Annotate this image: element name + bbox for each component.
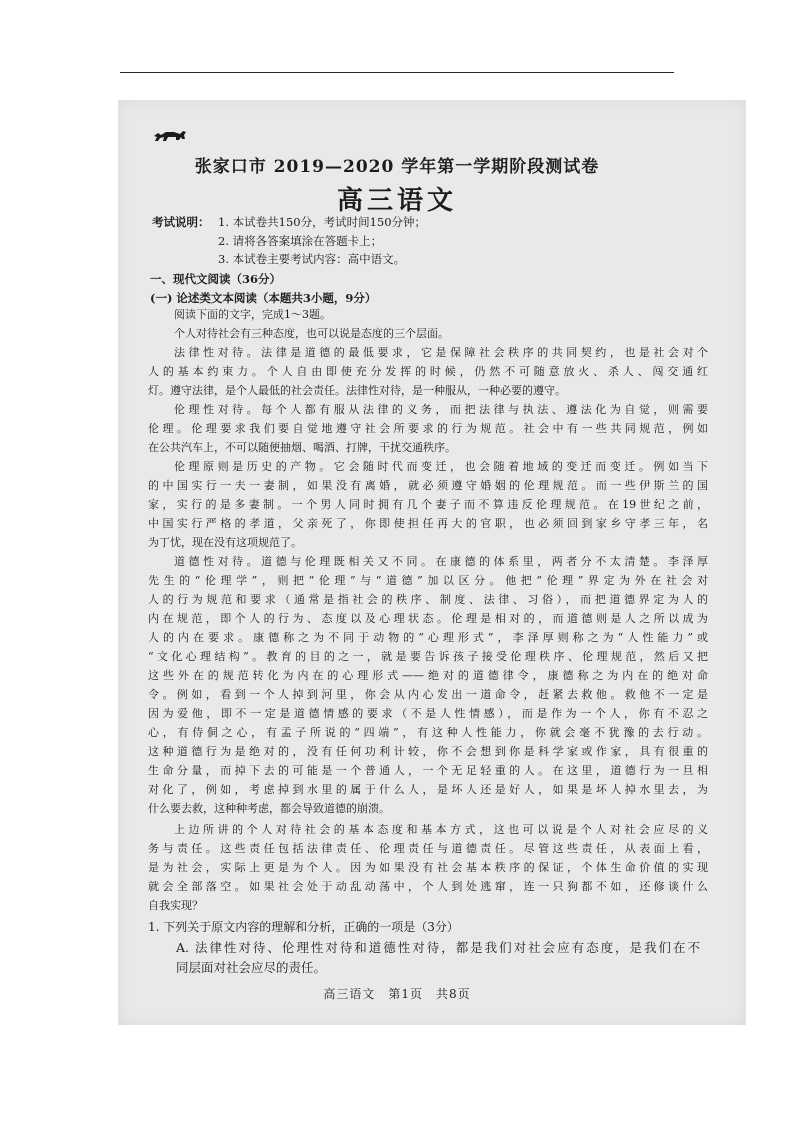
passage-line: 伦理原则是历史的产物。它会随时代而变迁，也会随着地域的变迁而变迁。例如当下 xyxy=(174,460,708,473)
passage-line: 心，有侍侗之心，有孟子所说的“四端”，有这种人性能力，你就会毫不犹豫的去行动。 xyxy=(148,726,708,739)
subsection-heading: (一) 论述类文本阅读（本题共3小题，9分） xyxy=(150,291,377,305)
exam-subject: 高三语文 xyxy=(336,186,457,216)
top-rule xyxy=(120,72,674,73)
passage-line: 伦理性对待。每个人都有服从法律的义务，而把法律与执法、遵法化为自觉，则需要 xyxy=(174,403,708,416)
section-heading: 一、现代文阅读（36分） xyxy=(150,272,282,286)
ox-logo-icon xyxy=(152,127,188,145)
instruction-item: 3. 本试卷主要考试内容：高中语文。 xyxy=(218,252,406,266)
instruction-item: 1. 本试卷共150分，考试时间150分钟； xyxy=(218,215,427,229)
passage-line: 阅读下面的文字，完成1～3题。 xyxy=(174,308,331,321)
question-1-option-a-continued: 同层面对社会应尽的责任。 xyxy=(176,960,327,975)
exam-title: 张家口市 2019—2020 学年第一学期阶段测试卷 xyxy=(194,157,600,177)
passage-line: 中国实行严格的孝道，父亲死了，你即使担任再大的官职，也必须回到家乡守孝三年，名 xyxy=(148,517,708,530)
passage-line: 令。例如，看到一个人掉到河里，你会从内心发出一道命令，赶紧去救他。救他不一定是 xyxy=(148,688,708,701)
passage-line: 道德性对待。道德与伦理既相关又不同。在康德的体系里，两者分不太清楚。李泽厚 xyxy=(174,555,708,568)
passage-line: 伦理。伦理要求我们要自觉地遵守社会所要求的行为规范。社会中有一些共同规范，例如 xyxy=(148,422,708,435)
passage-line: 为丁忧，现在没有这项规范了。 xyxy=(148,536,302,549)
passage-line: 务与责任。这些责任包括法律责任、伦理责任与道德责任。尽管这些责任，从表面上看， xyxy=(148,842,708,855)
passage-line: 这些外在的规范转化为内在的心理形式——绝对的道德律令，康德称之为内在的绝对命 xyxy=(148,669,708,682)
page-footer: 高三语文 第1页 共8页 xyxy=(323,987,471,1001)
passage-line: 内在规范，即个人的行为、态度以及心理状态。伦理是相对的，而道德则是人之所以成为 xyxy=(148,612,708,625)
passage-line: 这种道德行为是绝对的，没有任何功利计较，你不会想到你是科学家或作家，具有很重的 xyxy=(148,745,708,758)
passage-line: 对化了，例如，考虑掉到水里的属于什么人，是坏人还是好人，如果是坏人掉水里去，为 xyxy=(148,783,708,796)
passage-line: 的中国实行一夫一妻制，如果没有离婚，就必须遵守婚姻的伦理规范。而一些伊斯兰的国 xyxy=(148,479,708,492)
question-1-option-a: A. 法律性对待、伦理性对待和道德性对待，都是我们对社会应有态度，是我们在不 xyxy=(176,940,700,955)
passage-line: 生命分量，而掉下去的可能是一个普通人，一个无足轻重的人。在这里，道德行为一旦相 xyxy=(148,764,708,777)
passage-line: 先生的“伦理学”，则把“伦理”与“道德”加以区分。他把“伦理”界定为外在社会对 xyxy=(148,574,708,587)
passage-line: 在公共汽车上，不可以随便抽烟、喝酒、打牌，干扰交通秩序。 xyxy=(148,441,456,454)
passage-line: 个人对待社会有三种态度，也可以说是态度的三个层面。 xyxy=(174,327,449,340)
passage-line: 就会全部落空。如果社会处于动乱动荡中，个人到处逃窜，连一只狗都不如，还修谈什么 xyxy=(148,880,708,893)
passage-line: 什么要去救，这种种考虑，都会导致道德的崩溃。 xyxy=(148,802,390,815)
passage-line: 法律性对待。法律是道德的最低要求，它是保障社会秩序的共同契约，也是社会对个 xyxy=(174,346,708,359)
passage-line: 自我实现？ xyxy=(148,899,203,912)
passage-line: 人的内在要求。康德称之为不同于动物的“心理形式”，李泽厚则称之为“人性能力”或 xyxy=(148,631,708,644)
instruction-item: 2. 请将各答案填涂在答题卡上； xyxy=(218,234,383,248)
instructions-label: 考试说明： xyxy=(152,215,210,229)
passage-line: 上边所讲的个人对待社会的基本态度和基本方式，这也可以说是个人对社会应尽的义 xyxy=(174,823,708,836)
passage-line: 灯。遵守法律，是个人最低的社会责任。法律性对待，是一种服从，一种必要的遵守。 xyxy=(148,384,566,397)
passage-line: “文化心理结构”。教育的目的之一，就是要告诉孩子接受伦理秩序、伦理规范，然后又把 xyxy=(148,650,708,663)
passage-line: 因为爱他，即不一定是道德情感的要求（不是人性情感），而是作为一个人，你有不忍之 xyxy=(148,707,708,720)
passage-line: 人的基本约束力。个人自由即使充分发挥的时候，仍然不可随意放火、杀人、闯交通红 xyxy=(148,365,708,378)
passage-line: 是为社会，实际上更是为个人。因为如果没有社会基本秩序的保证，个体生命价值的实现 xyxy=(148,861,708,874)
passage-line: 人的行为规范和要求（通常是指社会的秩序、制度、法律、习俗），而把道德界定为人的 xyxy=(148,593,708,606)
passage-line: 家，实行的是多妻制。一个男人同时拥有几个妻子而不算违反伦理规范。在19世纪之前， xyxy=(148,498,708,511)
question-1-stem: 1. 下列关于原文内容的理解和分析，正确的一项是（3分） xyxy=(148,920,459,934)
